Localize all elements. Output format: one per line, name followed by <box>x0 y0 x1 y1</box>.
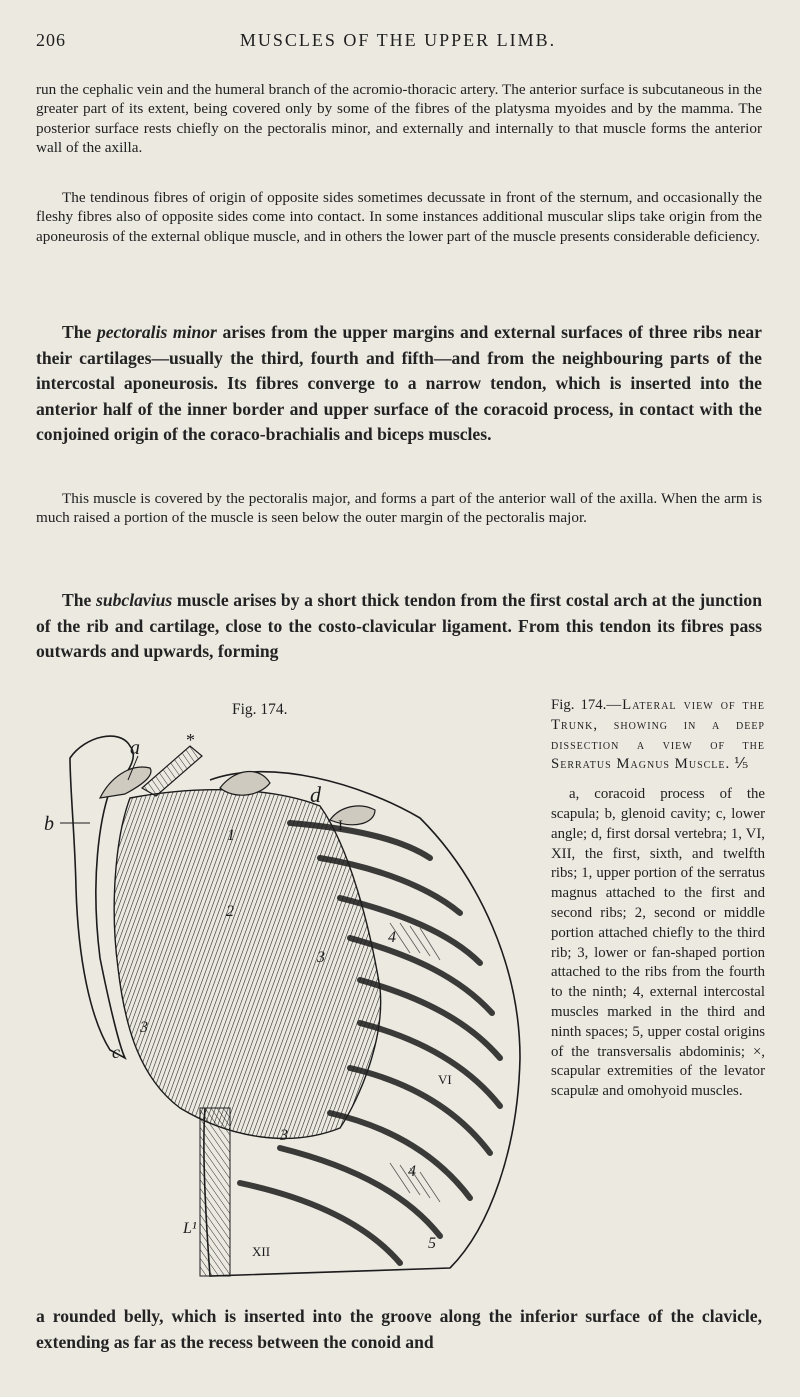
p5-text: muscle arises by a short thick tendon from the first costal arch at the junction of the rib and cartilage, close to the costo-clavicular ligament. From this tendon its fibres pass outwards and upwards, forming <box>36 590 762 662</box>
label-rib-XII: XII <box>252 1244 271 1259</box>
label-3-upper: 3 <box>317 949 325 966</box>
p5-term: subclavius <box>95 590 173 610</box>
figure-caption <box>551 696 765 1102</box>
label-L1: L¹ <box>183 1220 197 1237</box>
p3-lead: The <box>62 322 97 342</box>
label-4-lower: 4 <box>408 1163 416 1180</box>
label-star: * <box>186 730 195 750</box>
coracoid-process <box>100 767 151 798</box>
figure-illustration <box>30 728 542 1288</box>
paragraph-subclavius <box>36 588 762 665</box>
paragraph-pectoralis-major-surfaces: run the cephalic vein and the humeral branch of the acromio-thoracic artery. The anterior surface is subcutaneous in the greater part of its extent, being covered only by some of the fibres of the platysma myoides and by the mamma. The posterior surface rests chiefly on the pectoralis minor, and externally and internally to that muscle forms the anterior wall of the axilla. <box>36 81 762 157</box>
page-number: 206 <box>36 30 66 50</box>
label-a: a <box>130 737 140 759</box>
p5-lead: The <box>62 590 96 610</box>
running-head: MUSCLES OF THE UPPER LIMB. <box>239 30 557 50</box>
first-rib-head <box>330 806 375 825</box>
vertebral-column <box>200 1108 230 1276</box>
serratus-magnus-muscle <box>114 790 380 1139</box>
page-header <box>36 30 760 56</box>
paragraph-variations: The tendinous fibres of origin of opposite sides sometimes decussate in front of the sternum, and occasionally the fleshy fibres also of opposite sides come into contact. In some instances additional muscular slips take origin from the aponeurosis of the external oblique muscle, and in others the lower part of the muscle presents considerable deficiency. <box>36 189 762 245</box>
paragraph-pectoralis-minor <box>36 320 762 448</box>
label-rib-I: I <box>338 818 343 834</box>
p3-term: pectoralis minor <box>96 322 217 342</box>
caption-heading <box>551 696 765 775</box>
caption-title: —Lateral view of the Trunk, showing in a deep dissection a view of the Serratus Magnus Muscle. <box>551 697 765 773</box>
p3-text: arises from the upper margins and external surfaces of three ribs near their cartilages—usually the third, fourth and fifth—and from the neighbouring parts of the intercostal aponeurosis. Its fibres converge to a narrow tendon, which is inserted into the anterior half of the inner border and upper surface of the coracoid process, in contact with the conjoined origin of the coraco-brachialis and biceps muscles. <box>36 322 762 445</box>
label-2: 2 <box>226 903 234 920</box>
caption-legend: a, coracoid process of the scapula; b, glenoid cavity; c, lower angle; d, first dorsal vertebra; 1, VI, XII, the first, sixth, and twelfth ribs; 1, upper portion of the serratus magnus attached to the first and second ribs; 2, second or middle portion attached chiefly to the third rib; 3, lower or fan-shaped portion attached to the ribs from the fourth to the ninth; 4, external intercostal muscles marked in the third and ninth spaces; 5, upper costal origins of the transversalis abdominis; ×, scapular extremities of the levator scapulæ and omohyoid muscles. <box>551 786 765 1100</box>
serratus-magnus-engraving <box>30 728 542 1288</box>
label-c: c <box>112 1042 120 1062</box>
label-3-left: 3 <box>140 1019 148 1036</box>
label-b: b <box>44 813 54 835</box>
figure-number: Fig. 174. <box>232 701 288 718</box>
label-1: 1 <box>227 827 235 844</box>
paragraph-pectoralis-minor-relations: This muscle is covered by the pectoralis major, and forms a part of the anterior wall of the axilla. When the arm is much raised a portion of the muscle is seen below the outer margin of the pectoralis major. <box>36 490 762 527</box>
label-rib-VI: VI <box>438 1072 452 1087</box>
label-5: 5 <box>428 1235 436 1252</box>
label-4-upper: 4 <box>388 929 396 946</box>
label-d: d <box>310 782 321 807</box>
label-3-lower: 3 <box>280 1127 288 1144</box>
caption-fig-number: Fig. 174. <box>551 697 607 713</box>
caption-scale: ⅕ <box>733 756 749 773</box>
paragraph-subclavius-insertion: a rounded belly, which is inserted into the groove along the inferior surface of the clavicle, extending as far as the recess between the conoid and <box>36 1306 762 1352</box>
